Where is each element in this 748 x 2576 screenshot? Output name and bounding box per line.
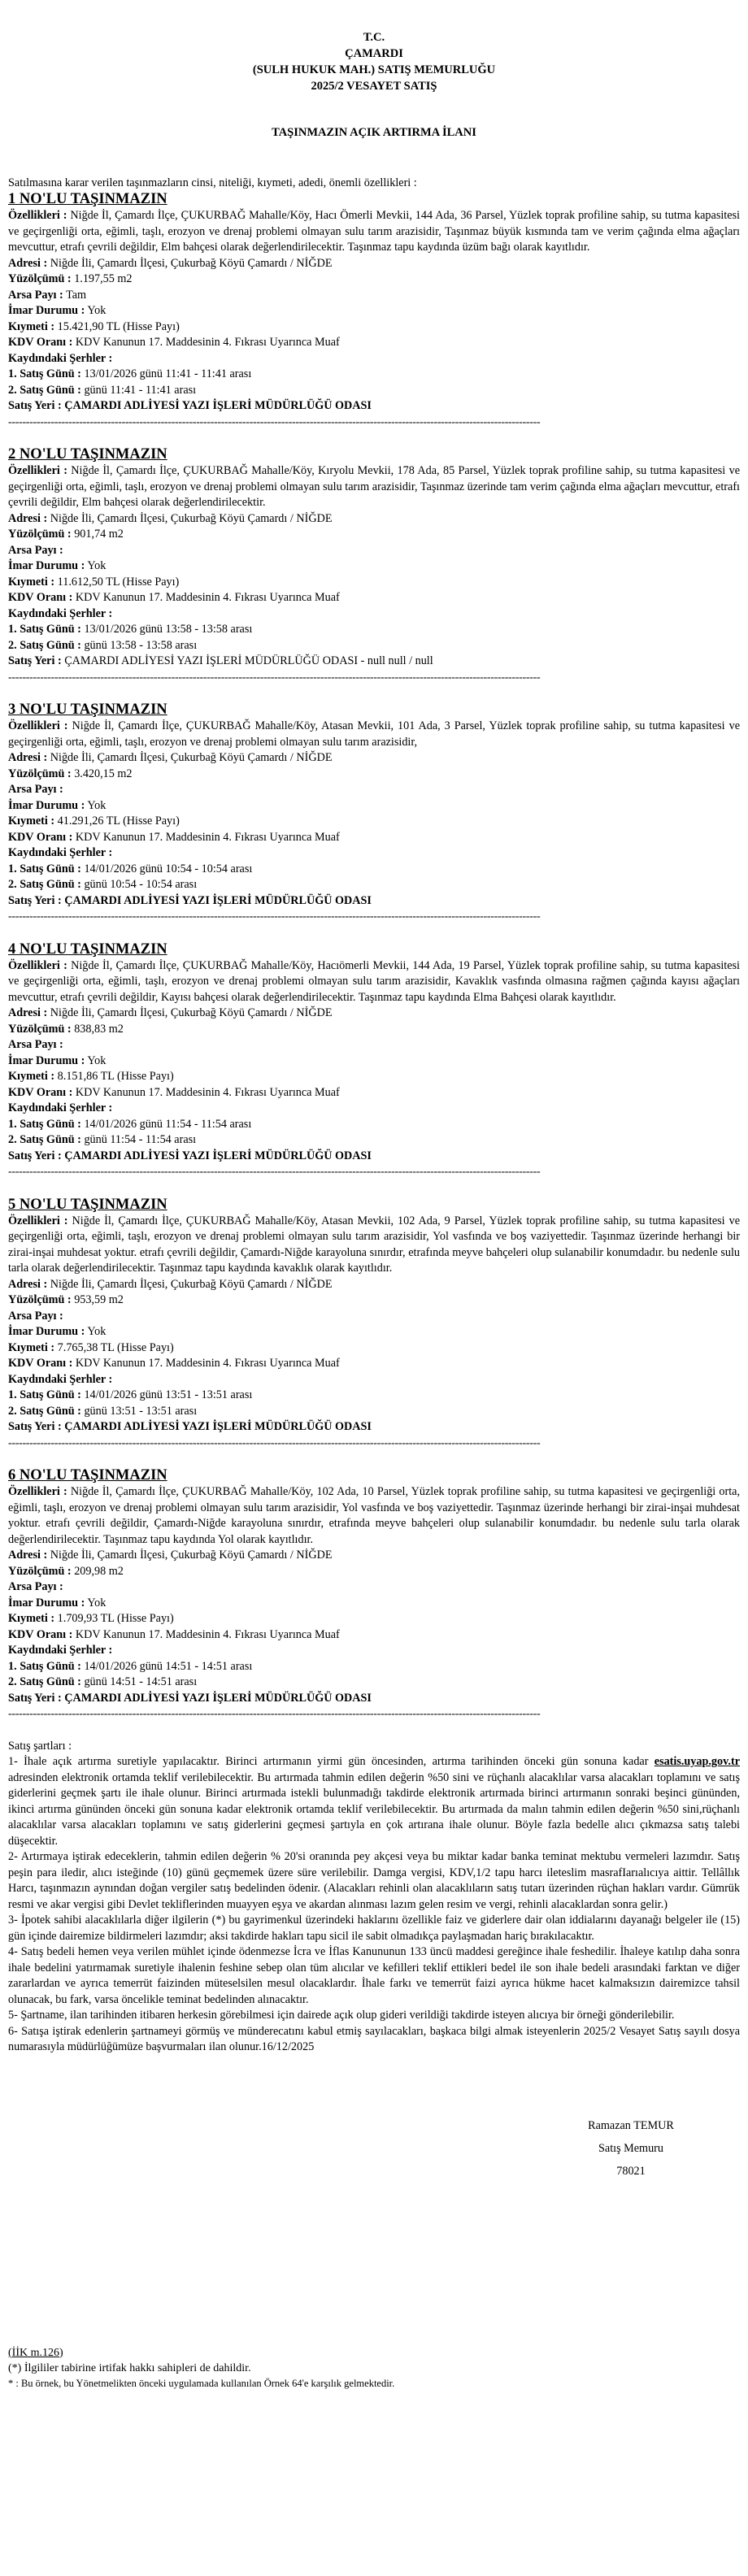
- field-label: Adresi :: [8, 1549, 48, 1562]
- separator-line: ------------------------------------------------------------------------------------------------------------------------------------------------------: [8, 671, 541, 684]
- field-value: 13/01/2026 günü 11:41 - 11:41 arası: [84, 367, 252, 380]
- property-restrictions-line: [8, 606, 740, 623]
- header-line-office: (SULH HUKUK MAH.) SATIŞ MEMURLUĞU: [252, 63, 496, 76]
- property-kdv-line: [8, 1085, 740, 1101]
- field-label: Yüzölçümü :: [8, 272, 72, 285]
- property-area-line: [8, 1564, 740, 1580]
- header-line-tc: T.C.: [363, 31, 385, 44]
- field-label: Adresi :: [8, 256, 48, 270]
- field-label: KDV Oranı :: [8, 1085, 73, 1099]
- field-label: Kıymeti :: [8, 1340, 55, 1354]
- property-features-line: [8, 719, 740, 750]
- property-title: 3 NO'LU TAŞINMAZIN: [8, 702, 167, 718]
- property-address-line: [8, 1006, 740, 1022]
- conditions-heading: Satış şartları :: [8, 1739, 72, 1753]
- property-area-line: [8, 1292, 740, 1309]
- field-label: KDV Oranı :: [8, 1357, 73, 1370]
- property-zoning-line: [8, 798, 740, 815]
- field-label: Arsa Payı :: [8, 543, 63, 557]
- field-value: KDV Kanunun 17. Maddesinin 4. Fıkrası Uyarınca Muaf: [75, 1357, 340, 1370]
- property-features-line: [8, 208, 740, 256]
- property-sale-line: [8, 1132, 740, 1149]
- property-2: [8, 446, 740, 685]
- field-label: Özellikleri :: [8, 1485, 67, 1498]
- field-label: Yüzölçümü :: [8, 1293, 72, 1306]
- property-zoning-line: [8, 558, 740, 575]
- field-label: Adresi :: [8, 1006, 48, 1019]
- field-label: Satış Yeri :: [8, 893, 62, 907]
- field-value: KDV Kanunun 17. Maddesinin 4. Fıkrası Uyarınca Muaf: [75, 591, 340, 604]
- property-share-line: [8, 782, 740, 798]
- field-value: 11.612,50 TL (Hisse Payı): [57, 575, 180, 589]
- field-label: Kıymeti :: [8, 1612, 55, 1625]
- property-sale-line: [8, 1659, 740, 1675]
- field-value: 7.765,38 TL (Hisse Payı): [57, 1340, 174, 1354]
- property-sale-line: [8, 622, 740, 638]
- field-label: İmar Durumu :: [8, 1596, 85, 1609]
- field-label: Özellikleri :: [8, 1214, 68, 1227]
- field-value: 41.291,26 TL (Hisse Payı): [57, 815, 180, 828]
- footnote-interested-parties: (*) İlgililer tabirine irtifak hakkı sahipleri de dahildir.: [8, 2361, 251, 2374]
- property-3: [8, 702, 740, 925]
- field-value: Niğde İl, Çamardı İlçe, ÇUKURBAĞ Mahalle/Köy, Kıryolu Mevkii, 178 Ada, 85 Parsel, Yüzlek toprak profiline sahip, su tutma kapasitesi ve geçirgenliği orta, eğimli, taşlı, erozyon ve drenaj problemi olmayan sulu tarım arazisidir, Taşınmaz üzerinde tam verim çağında elma ağaçları mevcuttur, etrafı çevrili değildir, Elm bahçesi olarak değerlendirilecektir.: [8, 464, 740, 509]
- field-value: 838,83 m2: [74, 1022, 124, 1036]
- field-label: İmar Durumu :: [8, 798, 85, 812]
- field-label: 2. Satış Günü :: [8, 1133, 81, 1146]
- separator-line: ------------------------------------------------------------------------------------------------------------------------------------------------------: [8, 415, 541, 428]
- property-share-line: [8, 1309, 740, 1325]
- field-label: Yüzölçümü :: [8, 1022, 72, 1036]
- field-label: Satış Yeri :: [8, 1149, 62, 1162]
- field-label: Kıymeti :: [8, 575, 55, 589]
- field-label: 1. Satış Günü :: [8, 1388, 81, 1401]
- property-sale-line: [8, 862, 740, 878]
- field-value: Yok: [87, 304, 107, 317]
- field-value: Niğde İl, Çamardı İlçe, ÇUKURBAĞ Mahalle/Köy, Hacı Ömerli Mevkii, 144 Ada, 36 Parsel, Yüzlek toprak profiline sahip, su tutma kapasitesi ve geçirgenliği orta, eğimli, taşlı, erozyon ve drenaj problemi olmayan sulu tarım arazisidir, Taşınmaz büyük kısmında tam ve verim çağında elma ağaçları mevcuttur, etrafı çevrili değildir, Elm bahçesi olarak değerlendirilecektir. Taşınmaz tapu kaydında üzüm bağı olarak kayıtlıdır.: [8, 209, 740, 254]
- field-value: 1.197,55 m2: [74, 272, 133, 285]
- field-value: günü 11:54 - 11:54 arası: [84, 1133, 197, 1146]
- field-label: İmar Durumu :: [8, 1053, 85, 1067]
- field-value: 14/01/2026 günü 13:51 - 13:51 arası: [84, 1388, 253, 1401]
- field-value: Niğde İli, Çamardı İlçesi, Çukurbağ Köyü Çamardı / NİĞDE: [50, 1549, 333, 1562]
- property-area-line: [8, 767, 740, 783]
- property-restrictions-line: [8, 845, 740, 862]
- field-label: Yüzölçümü :: [8, 1564, 72, 1578]
- property-area-line: [8, 1022, 740, 1038]
- condition-1-text-a: 1- İhale açık artırma suretiyle yapılacaktır. Birinci artırmanın yirmi gün öncesinden, artırma tarihinden önceki gün sonuna kadar: [8, 1755, 654, 1768]
- field-label: Arsa Payı :: [8, 288, 63, 302]
- property-zoning-line: [8, 1324, 740, 1340]
- property-features-line: [8, 1214, 740, 1277]
- field-label: Kaydındaki Şerhler :: [8, 1372, 113, 1386]
- field-value: ÇAMARDI ADLİYESİ YAZI İŞLERİ MÜDÜRLÜĞÜ ODASI - null null / null: [64, 654, 433, 667]
- header-line-camardi: ÇAMARDI: [345, 47, 403, 60]
- signature-block: [574, 2114, 688, 2183]
- field-value: Niğde İl, Çamardı İlçe, ÇUKURBAĞ Mahalle/Köy, Atasan Mevkii, 101 Ada, 3 Parsel, Yüzlek toprak profiline sahip, su tutma kapasitesi ve geçirgenliği orta, eğimli, taşlı, erozyon ve drenaj problemi olmayan sulu tarım arazisidir,: [8, 719, 740, 749]
- field-label: Satış Yeri :: [8, 654, 62, 667]
- property-kdv-line: [8, 1356, 740, 1372]
- property-restrictions-line: [8, 351, 740, 367]
- property-kdv-line: [8, 830, 740, 846]
- property-place-line: [8, 654, 740, 670]
- document-header: [8, 29, 740, 94]
- field-label: Özellikleri :: [8, 958, 67, 972]
- intro-text: Satılmasına karar verilen taşınmazların cinsi, niteliği, kıymeti, adedi, önemli özellikleri :: [8, 176, 417, 189]
- field-label: 2. Satış Günü :: [8, 638, 81, 652]
- property-kdv-line: [8, 590, 740, 606]
- field-value: Niğde İl, Çamardı İlçe, ÇUKURBAĞ Mahalle/Köy, 102 Ada, 10 Parsel, Yüzlek toprak profiline sahip, su tutma kapasitesi ve geçirgenliği orta, eğimli, taşlı, erozyon ve drenaj problemi olmayan sulu tarım arazisidir, Yol vasfında ve boş vaziyettedir. Taşınmaz üzerinde herhangi bir zirai-inşai muhdesat yoktur. etrafı çevrili değildir, Çamardı-Niğde karayoluna sınırdır, etrafında meyve bahçeleri olup sulanabilir konumdadır. bu nedenle sulu tarla olarak değerlendirilecektir. Taşınmaz tapu kaydında Yol olarak kayıtlıdır.: [8, 1485, 741, 1546]
- property-features-line: [8, 1484, 740, 1548]
- property-kdv-line: [8, 335, 740, 351]
- field-value: günü 14:51 - 14:51 arası: [84, 1675, 198, 1688]
- field-label: 2. Satış Günü :: [8, 1404, 81, 1418]
- field-label: 2. Satış Günü :: [8, 383, 81, 397]
- field-label: Özellikleri :: [8, 719, 68, 732]
- field-label: Özellikleri :: [8, 464, 67, 477]
- field-label: Kaydındaki Şerhler :: [8, 1101, 113, 1114]
- property-kdv-line: [8, 1627, 740, 1644]
- field-value: 1.709,93 TL (Hisse Payı): [57, 1612, 174, 1625]
- field-label: 1. Satış Günü :: [8, 623, 81, 636]
- property-value-line: [8, 814, 740, 830]
- field-value: KDV Kanunun 17. Maddesinin 4. Fıkrası Uyarınca Muaf: [75, 830, 340, 844]
- field-value: ÇAMARDI ADLİYESİ YAZI İŞLERİ MÜDÜRLÜĞÜ ODASI: [64, 1420, 372, 1433]
- field-label: 2. Satış Günü :: [8, 878, 81, 891]
- field-label: Yüzölçümü :: [8, 767, 72, 780]
- property-share-line: [8, 288, 740, 304]
- separator-line: ------------------------------------------------------------------------------------------------------------------------------------------------------: [8, 1436, 541, 1449]
- field-value: günü 11:41 - 11:41 arası: [84, 383, 197, 397]
- field-label: KDV Oranı :: [8, 591, 73, 604]
- separator-line: ------------------------------------------------------------------------------------------------------------------------------------------------------: [8, 1166, 541, 1178]
- field-label: Özellikleri :: [8, 209, 67, 222]
- property-place-line: [8, 893, 740, 910]
- property-share-line: [8, 1037, 740, 1053]
- field-value: Niğde İli, Çamardı İlçesi, Çukurbağ Köyü Çamardı / NİĞDE: [50, 1006, 333, 1019]
- field-value: ÇAMARDI ADLİYESİ YAZI İŞLERİ MÜDÜRLÜĞÜ ODASI: [64, 1149, 372, 1162]
- field-label: Arsa Payı :: [8, 1038, 63, 1051]
- field-label: KDV Oranı :: [8, 1627, 73, 1641]
- property-share-line: [8, 1579, 740, 1596]
- field-label: Arsa Payı :: [8, 783, 63, 796]
- field-label: İmar Durumu :: [8, 559, 85, 572]
- field-value: Niğde İli, Çamardı İlçesi, Çukurbağ Köyü Çamardı / NİĞDE: [50, 751, 333, 764]
- condition-1-text-b: adresinden elektronik ortamda teklif verilebilecektir. Bu artırmada tahmin edilen değerin %50 sini ve rüçhanlı alacaklılar varsa alacakları toplamını ve satış giderlerini geçmek şartı ile ihale olunur. Birinci artırmada istekli bulunmadığı takdirde elektronik artırmada birinci artırmanın sonraki beşinci gününden, ikinci artırma gününden önceki gün sonuna kadar elektronik ortamda teklif verilebilecektir. Bu artırmada da malın tahmin edilen değerin %50 sini,rüçhanlı alacaklılar varsa alacakları toplamını ve satış giderlerini geçmesi şartıyla en çok artırana ihale olunur. Böyle fazla bedelle alıcı çıkmazsa satış talebi düşecektir.: [8, 1770, 740, 1848]
- property-sale-line: [8, 1388, 740, 1404]
- field-label: 2. Satış Günü :: [8, 1675, 81, 1688]
- field-value: 953,59 m2: [74, 1293, 124, 1306]
- field-value: Yok: [87, 1053, 107, 1067]
- separator-line: ------------------------------------------------------------------------------------------------------------------------------------------------------: [8, 910, 541, 923]
- property-area-line: [8, 527, 740, 543]
- property-title: 1 NO'LU TAŞINMAZIN: [8, 191, 167, 207]
- property-address-line: [8, 256, 740, 272]
- field-value: Niğde İl, Çamardı İlçe, ÇUKURBAĞ Mahalle/Köy, Hacıömerli Mevkii, 144 Ada, 19 Parsel, Yüzlek toprak profiline sahip, su tutma kapasitesi ve geçirgenliği orta, eğimli, taşlı, erozyon ve drenaj problemi olmayan sulu tarım arazisidir, Kavaklık vasfında olmasına rağmen çağında kayısı ağaçları mevcuttur, etrafı çevrili değildir, Kayısı bahçesi olarak değerlendirilecektir. Taşınmaz tapu kaydında Elma Bahçesi olarak kayıtlıdır.: [8, 958, 740, 1004]
- field-label: Adresi :: [8, 751, 48, 764]
- field-label: 1. Satış Günü :: [8, 1117, 81, 1131]
- property-restrictions-line: [8, 1643, 740, 1659]
- property-place-line: [8, 1419, 740, 1436]
- field-value: 14/01/2026 günü 11:54 - 11:54 arası: [84, 1117, 252, 1131]
- field-label: Kaydındaki Şerhler :: [8, 846, 113, 859]
- property-value-line: [8, 1340, 740, 1357]
- property-address-line: [8, 750, 740, 767]
- property-6: [8, 1467, 740, 1722]
- field-label: Adresi :: [8, 1277, 48, 1291]
- property-title: 6 NO'LU TAŞINMAZIN: [8, 1467, 167, 1483]
- field-value: günü 13:58 - 13:58 arası: [84, 638, 198, 652]
- property-address-line: [8, 1277, 740, 1293]
- property-zoning-line: [8, 1596, 740, 1612]
- field-value: ÇAMARDI ADLİYESİ YAZI İŞLERİ MÜDÜRLÜĞÜ ODASI: [64, 1691, 372, 1705]
- property-restrictions-line: [8, 1101, 740, 1117]
- field-value: Niğde İli, Çamardı İlçesi, Çukurbağ Köyü Çamardı / NİĞDE: [50, 511, 333, 525]
- field-value: KDV Kanunun 17. Maddesinin 4. Fıkrası Uyarınca Muaf: [75, 1085, 340, 1099]
- property-4: [8, 941, 740, 1180]
- law-reference: (İİK m.126): [8, 2346, 63, 2359]
- field-label: Satış Yeri :: [8, 1420, 62, 1433]
- field-label: Arsa Payı :: [8, 1580, 63, 1593]
- field-value: 13/01/2026 günü 13:58 - 13:58 arası: [84, 623, 253, 636]
- field-value: 3.420,15 m2: [74, 767, 133, 780]
- property-value-line: [8, 1069, 740, 1085]
- field-label: 1. Satış Günü :: [8, 367, 81, 380]
- footnote-example: * : Bu örnek, bu Yönetmelikten önceki uygulamada kullanılan Örnek 64'e karşılık gelmektedir.: [8, 2377, 395, 2389]
- field-label: 1. Satış Günü :: [8, 862, 81, 875]
- field-value: KDV Kanunun 17. Maddesinin 4. Fıkrası Uyarınca Muaf: [75, 336, 340, 349]
- field-value: 8.151,86 TL (Hisse Payı): [57, 1070, 174, 1083]
- property-value-line: [8, 1611, 740, 1627]
- field-value: KDV Kanunun 17. Maddesinin 4. Fıkrası Uyarınca Muaf: [75, 1627, 340, 1641]
- field-value: 14/01/2026 günü 14:51 - 14:51 arası: [84, 1659, 253, 1673]
- field-label: Kıymeti :: [8, 319, 55, 333]
- esatis-link[interactable]: esatis.uyap.gov.tr: [654, 1755, 740, 1768]
- property-5: [8, 1197, 740, 1452]
- document-title: TAŞINMAZIN AÇIK ARTIRMA İLANI: [272, 126, 476, 139]
- property-restrictions-line: [8, 1372, 740, 1388]
- field-label: KDV Oranı :: [8, 830, 73, 844]
- field-value: 901,74 m2: [74, 528, 124, 541]
- field-label: Satış Yeri :: [8, 399, 62, 412]
- property-value-line: [8, 575, 740, 591]
- field-label: 1. Satış Günü :: [8, 1659, 81, 1673]
- field-value: 15.421,90 TL (Hisse Payı): [57, 319, 180, 333]
- condition-1: [8, 1754, 740, 1849]
- property-title: 2 NO'LU TAŞINMAZIN: [8, 446, 167, 463]
- field-label: Adresi :: [8, 511, 48, 525]
- property-list: [8, 191, 740, 1722]
- property-address-line: [8, 511, 740, 528]
- field-value: Yok: [87, 798, 107, 812]
- condition-2: 2- Artırmaya iştirak edeceklerin, tahmin edilen değerin % 20'si oranında pey akçesi veya bu miktar kadar banka teminat mektubu vermeleri lazımdır. Satış peşin para iledir, alıcı isteğinde (10) günü geçmemek üzere süre verilebilir. Damga vergisi, KDV,1/2 tapu harcı ileteslim masrafIarıalıcıya aittir. Tellâllık Harcı, taşınmazın aynından doğan vergiler satış bedelinden ödenir. (Alacakları rehinli olan alacaklıların satış tutarı üzerinden rüçhan hakları vardır. Gümrük resmi ve akar vergisi gibi Devlet tekliflerinden muayyen eşya ve akardan alınması lazım gelen resim ve vergi, rehinli alacaklardan sonra gelir.): [8, 1850, 740, 1911]
- property-sale-line: [8, 638, 740, 654]
- field-value: Niğde İl, Çamardı İlçe, ÇUKURBAĞ Mahalle/Köy, Atasan Mevkii, 102 Ada, 9 Parsel, Yüzlek toprak profiline sahip, su tutma kapasitesi ve geçirgenliği orta, eğimli, taşlı, erozyon ve drenaj problemi olmayan sulu tarım arazisidir, Yol vasfında ve boş vaziyettedir. Taşınmaz üzerinde herhangi bir zirai-inşai muhdesat yoktur. etrafı çevrili değildir, Çamardı-Niğde karayoluna sınırdır, etrafında meyve bahçeleri olup sulanabilir konumdadır. bu nedenle sulu tarla olarak değerlendirilecektir. Taşınmaz tapu kaydında kavaklık olarak kayıtlıdır.: [8, 1214, 740, 1275]
- field-value: ÇAMARDI ADLİYESİ YAZI İŞLERİ MÜDÜRLÜĞÜ ODASI: [64, 399, 372, 412]
- property-zoning-line: [8, 1053, 740, 1070]
- field-value: Yok: [87, 559, 107, 572]
- signer-role: Satış Memuru: [598, 2141, 663, 2155]
- field-label: Kıymeti :: [8, 815, 55, 828]
- property-value-line: [8, 319, 740, 336]
- property-sale-line: [8, 383, 740, 399]
- property-place-line: [8, 1149, 740, 1165]
- field-value: 14/01/2026 günü 10:54 - 10:54 arası: [84, 862, 253, 875]
- field-label: Satış Yeri :: [8, 1691, 62, 1705]
- sale-conditions: [8, 1739, 740, 2056]
- property-address-line: [8, 1548, 740, 1564]
- property-sale-line: [8, 877, 740, 893]
- field-value: Niğde İli, Çamardı İlçesi, Çukurbağ Köyü Çamardı / NİĞDE: [50, 1277, 333, 1291]
- header-line-file-no: 2025/2 VESAYET SATIŞ: [311, 80, 437, 93]
- property-1: [8, 191, 740, 430]
- property-sale-line: [8, 1675, 740, 1691]
- field-label: KDV Oranı :: [8, 336, 73, 349]
- condition-3: 3- İpotek sahibi alacaklılarla diğer ilgilerin (*) bu gayrimenkul üzerindeki haklarını özellikle faiz ve giderlere dair olan iddialarını dayanağı belgeler ile (15) gün içinde dairemize bildirmeleri lazımdır; aksi takdirde hakları tapu sicil ile sabit olmadıkça paylaşmadan hariç bırakılacaktır.: [8, 1914, 740, 1943]
- property-sale-line: [8, 367, 740, 383]
- field-label: Yüzölçümü :: [8, 528, 72, 541]
- condition-5: 5- Şartname, ilan tarihinden itibaren herkesin görebilmesi için dairede açık olup gideri verildiği takdirde isteyen alıcıya bir örneği gönderilebilir.: [8, 2009, 675, 2022]
- property-place-line: [8, 398, 740, 415]
- separator-line: ------------------------------------------------------------------------------------------------------------------------------------------------------: [8, 1708, 541, 1720]
- condition-6: 6- Satışa iştirak edenlerin şartnameyi görmüş ve münderecatını kabul etmiş sayılacakları, başkaca bilgi almak isteyenlerin 2025/2 Vesayet Satış sayılı dosya numarasıyla müdürlüğümüze başvurmaları ilan olunur.16/12/2025: [8, 2024, 740, 2053]
- field-label: İmar Durumu :: [8, 1325, 85, 1338]
- property-title: 5 NO'LU TAŞINMAZIN: [8, 1196, 167, 1213]
- field-value: Niğde İli, Çamardı İlçesi, Çukurbağ Köyü Çamardı / NİĞDE: [50, 256, 333, 270]
- field-value: Tam: [66, 288, 87, 302]
- document-footer: [8, 2345, 740, 2399]
- field-value: ÇAMARDI ADLİYESİ YAZI İŞLERİ MÜDÜRLÜĞÜ ODASI: [64, 893, 372, 907]
- field-label: Kaydındaki Şerhler :: [8, 351, 113, 365]
- property-sale-line: [8, 1117, 740, 1133]
- field-label: Kıymeti :: [8, 1070, 55, 1083]
- property-sale-line: [8, 1404, 740, 1420]
- field-value: Yok: [87, 1325, 107, 1338]
- field-label: Kaydındaki Şerhler :: [8, 1644, 113, 1657]
- field-value: günü 10:54 - 10:54 arası: [84, 878, 198, 891]
- property-zoning-line: [8, 303, 740, 319]
- condition-4: 4- Satış bedeli hemen veya verilen mühlet içinde ödenmezse İcra ve İflas Kanununun 133 üncü maddesi gereğince ihale feshedilir. İhaleye katılıp daha sonra ihale bedelini yatırmamak suretiyle ihalenin feshine sebep olan tüm alıcılar ve kefilleri teklif ettikleri bedel ile son ihale bedeli arasındaki farktan ve diğer zararlardan ve ayrıca temerrüt faizinden müteselsilen mesul olacaklardır. İhale farkı ve temerrüt faizi ayrıca hükme hacet kalmaksızın dairemizce tahsil olunacak, bu fark, varsa öncelikle teminat bedelinden alınacaktır.: [8, 1945, 740, 2006]
- signer-number: 78021: [616, 2164, 646, 2178]
- field-label: İmar Durumu :: [8, 304, 85, 317]
- signer-name: Ramazan TEMUR: [588, 2118, 674, 2132]
- property-area-line: [8, 272, 740, 288]
- field-label: Kaydındaki Şerhler :: [8, 606, 113, 620]
- field-value: Yok: [87, 1596, 107, 1609]
- property-share-line: [8, 543, 740, 559]
- field-value: günü 13:51 - 13:51 arası: [84, 1404, 198, 1418]
- property-features-line: [8, 958, 740, 1006]
- property-features-line: [8, 463, 740, 511]
- property-title: 4 NO'LU TAŞINMAZIN: [8, 940, 167, 958]
- field-value: 209,98 m2: [74, 1564, 124, 1578]
- field-label: Arsa Payı :: [8, 1309, 63, 1323]
- property-place-line: [8, 1691, 740, 1707]
